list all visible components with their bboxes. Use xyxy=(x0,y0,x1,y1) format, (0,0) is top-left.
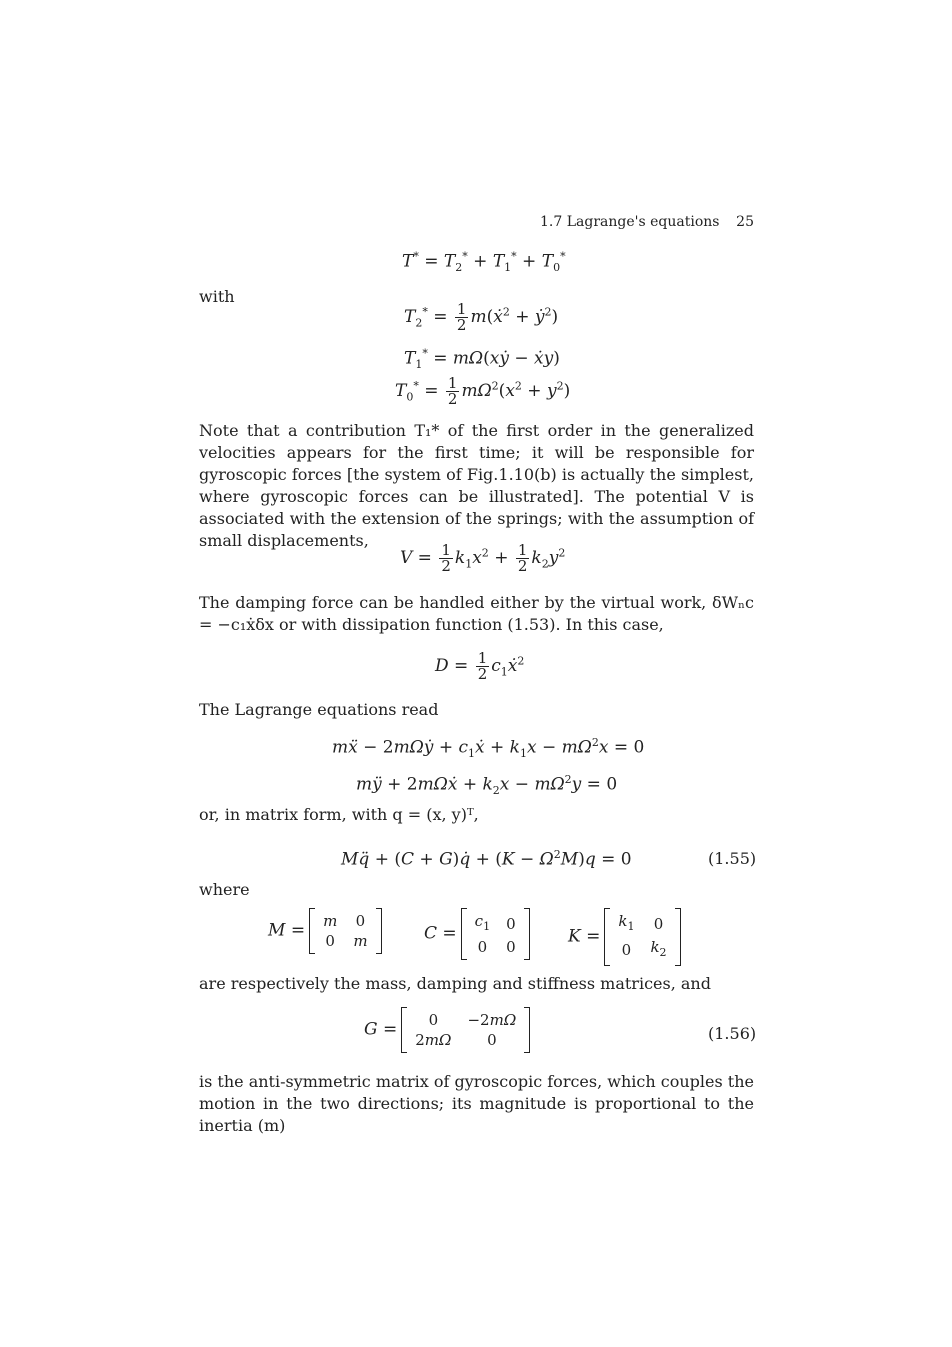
equation-dissipation-d: D = $\frac{1}{2}$ $c_1ẋ^2$ xyxy=(435,649,525,683)
text-with: with xyxy=(199,287,235,306)
paragraph-matrix-form: or, in matrix form, with q = (x, y)ᵀ, xyxy=(199,805,479,824)
equation-matrix-form: Mq̈ + (C + G)q̇ + $(K - \Omega^2M)q = 0$ xyxy=(341,848,632,870)
paragraph-damping: The damping force can be handled either by the virtual work, δWₙc = −c₁ẋδx or with dissipation function (1.53). In this case, xyxy=(199,593,754,634)
equation-t2: $T_2^*$ = $\frac{1}{2}$ m(ẋ$^2$ + ẏ$^2$) xyxy=(404,300,559,334)
paragraph-matrices-description: are respectively the mass, damping and stiffness matrices, and xyxy=(199,974,711,993)
matrix-gyroscopic-g: G = 0 −2mΩ 2mΩ 0 xyxy=(364,1007,534,1053)
running-header xyxy=(540,214,754,230)
header-section: 1.7 Lagrange's equations xyxy=(540,214,720,230)
equation-potential-v: V = $\frac{1}{2}$ $k_1x^2$ + $\frac{1}{2}$ $k_2y^2$ xyxy=(400,541,566,575)
paragraph-gyroscopic-note: Note that a contribution T₁* of the first order in the generalized velocities appears for the first time; it will be responsible for gyroscopic forces [the system of Fig.1.10(b) is actually the simplest, where gyroscopic forces can be illustrated]. The potential V is associated with the extension of the springs; with the assumption of small displacements, xyxy=(199,421,754,550)
equation-number-1-56: (1.56) xyxy=(708,1024,757,1043)
equation-t1: $T_1^*$ = mΩ(xẏ − ẋy) xyxy=(404,347,560,372)
equation-number-1-55: (1.55) xyxy=(708,849,757,868)
paragraph-antisymmetric: is the anti-symmetric matrix of gyroscopic forces, which couples the motion in the two directions; its magnitude is proportional to the inertia (m) xyxy=(199,1072,754,1135)
paragraph-where: where xyxy=(199,880,250,899)
page-number: 25 xyxy=(736,214,754,230)
equation-lagrange-x: mẍ − 2mΩẏ + $c_1ẋ + k_1x - m\Omega^2x = 0$ xyxy=(332,736,645,761)
equation-lagrange-y: mÿ + 2mΩẋ + $k_2x - m\Omega^2y = 0$ xyxy=(356,773,618,798)
matrix-mass-m: M = m 0 0 m xyxy=(268,908,386,954)
matrix-stiffness-k: K = $k_1$ 0 0 $k_2$ xyxy=(568,908,685,966)
paragraph-lagrange-read: The Lagrange equations read xyxy=(199,700,439,719)
matrix-damping-c: C = $c_1$ 0 0 0 xyxy=(424,908,534,960)
equation-t0: $T_0^*$ = $\frac{1}{2}$ $m\Omega^2(x^2 + y^2)$ xyxy=(395,374,571,408)
equation-total-kinetic-energy: $T^* = T_2^* + T_1^* + T_0^*$ xyxy=(402,250,566,275)
